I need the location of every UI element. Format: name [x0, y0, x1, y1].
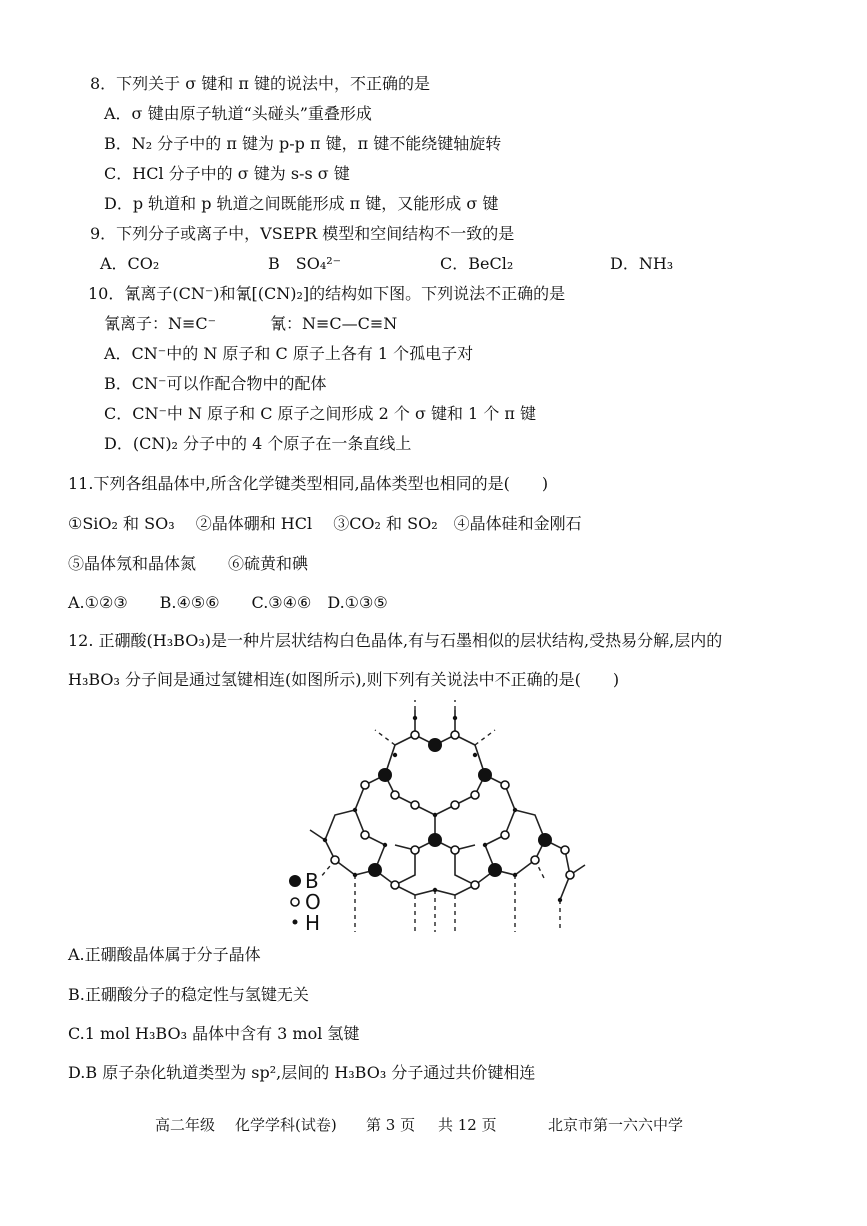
q11-groups-line-1: ①SiO₂ 和 SO₃ ②晶体硼和 HCl ③CO₂ 和 SO₂ ④晶体硅和金刚石: [68, 514, 582, 533]
q12-option-a: A.正硼酸晶体属于分子晶体: [68, 945, 261, 964]
q8-option-d: D．p 轨道和 p 轨道之间既能形成 π 键，又能形成 σ 键: [104, 194, 499, 213]
boron-legend-marker: [289, 875, 301, 887]
q11-stem: 11.下列各组晶体中,所含化学键类型相同,晶体类型也相同的是( ): [68, 474, 549, 493]
q8-stem: 8．下列关于 σ 键和 π 键的说法中，不正确的是: [90, 74, 430, 93]
q9-option-c: C．BeCl₂: [440, 254, 514, 273]
q11-answer-choices: A.①②③ B.④⑤⑥ C.③④⑥ D.①③⑤: [68, 593, 388, 612]
oxygen-legend-marker: [291, 898, 299, 906]
q10-option-d: D．(CN)₂ 分子中的 4 个原子在一条直线上: [104, 434, 412, 453]
q12-option-d: D.B 原子杂化轨道类型为 sp²,层间的 H₃BO₃ 分子通过共价键相连: [68, 1063, 536, 1082]
q8-option-b: B．N₂ 分子中的 π 键为 p-p π 键，π 键不能绕键轴旋转: [104, 134, 502, 153]
q9-option-b: B SO₄²⁻: [268, 254, 342, 273]
legend-boron-label: B: [305, 869, 319, 893]
boric-acid-layer-figure: [280, 700, 600, 935]
cyanogen-structure: 氰：N≡C—C≡N: [270, 314, 398, 333]
q9-option-d: D．NH₃: [610, 254, 674, 273]
q12-stem-line-1: 12. 正硼酸(H₃BO₃)是一种片层状结构白色晶体,有与石墨相似的层状结构,受热易分解,层内的: [68, 631, 723, 650]
cyanide-ion-structure: 氰离子：N≡C⁻: [104, 314, 217, 333]
q8-option-c: C．HCl 分子中的 σ 键为 s-s σ 键: [104, 164, 350, 183]
legend-oxygen-label: O: [305, 890, 321, 914]
q12-option-c: C.1 mol H₃BO₃ 晶体中含有 3 mol 氢键: [68, 1024, 360, 1043]
legend-hydrogen-label: H: [305, 911, 321, 935]
q9-stem: 9．下列分子或离子中，VSEPR 模型和空间结构不一致的是: [90, 224, 515, 243]
footer-page-number: 第 3 页: [366, 1116, 416, 1134]
q10-option-a: A．CN⁻中的 N 原子和 C 原子上各有 1 个孤电子对: [104, 344, 474, 363]
footer-total-pages: 共 12 页: [438, 1116, 497, 1134]
footer-school-name: 北京市第一六六中学: [548, 1116, 684, 1134]
hydrogen-legend-marker: [293, 920, 298, 925]
footer-grade: 高二年级: [155, 1116, 216, 1134]
q12-option-b: B.正硼酸分子的稳定性与氢键无关: [68, 985, 309, 1004]
q11-groups-line-2: ⑤晶体氖和晶体氮 ⑥硫黄和碘: [68, 554, 309, 573]
q8-option-a: A．σ 键由原子轨道“头碰头”重叠形成: [104, 104, 372, 123]
q12-stem-line-2: H₃BO₃ 分子间是通过氢键相连(如图所示),则下列有关说法中不正确的是( ): [68, 670, 620, 689]
boric-acid-structure-diagram: [280, 700, 600, 935]
q10-option-b: B．CN⁻可以作配合物中的配体: [104, 374, 327, 393]
q9-option-a: A．CO₂: [100, 254, 160, 273]
footer-subject: 化学学科(试卷): [235, 1116, 337, 1134]
q10-stem: 10．氰离子(CN⁻)和氰[(CN)₂]的结构如下图。下列说法不正确的是: [88, 284, 566, 303]
q10-option-c: C．CN⁻中 N 原子和 C 原子之间形成 2 个 σ 键和 1 个 π 键: [104, 404, 537, 423]
legend-markers: [285, 872, 305, 932]
